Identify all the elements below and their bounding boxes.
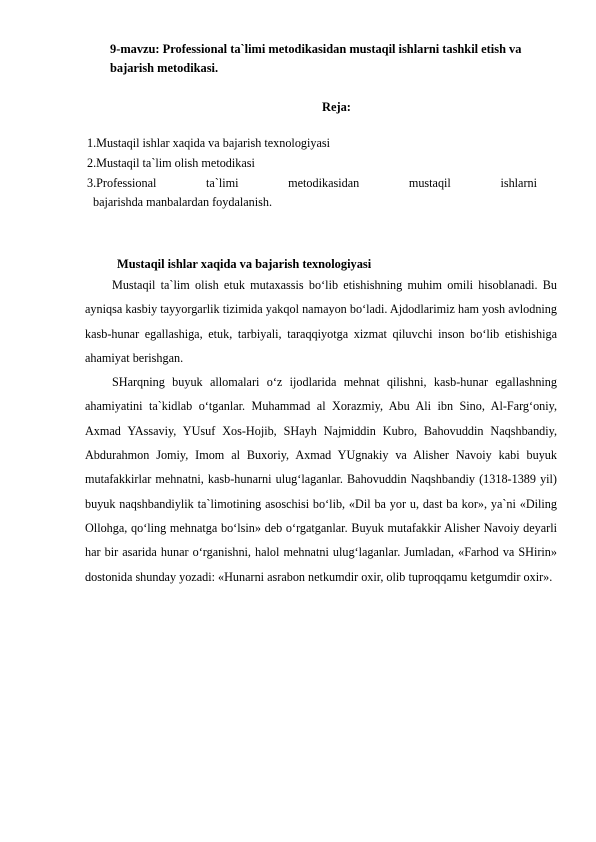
plan-item: 2.Mustaqil ta`lim olish metodikasi <box>87 155 255 170</box>
paragraph: SHarqning buyuk allomalari o‘z ijodlarida mehnat qilishni, kasb-hunar egallashning ahamiyatini ta`kidlab o‘tganlar. Muhammad al Xorazmiy, Abu Ali ibn Sino, Al-Farg‘oniy, Axmad YAssaviy, YUsuf Xos-Hojib, SHayh Najmiddin Kubro, Bahovuddin Naqshbandiy, Abdurahmon Jomiy, Imom al Buxoriy, Axmad YUgnakiy va Alisher Navoiy kabi buyuk mutafakkirlar mehnatni, kasb-hunarni ulug‘laganlar. Bahovuddin Naqshbandiy (1318-1389 yil) buyuk naqshbandiylik ta`limotining asoschisi bo‘lib, «Dil ba yor u, dast ba kor», ya`ni «Diling Ollohga, qo‘ling mehnatga bo‘lsin» deb o‘rgatganlar. Buyuk mutafakkir Alisher Navoiy deyarli har bir asarida hunar o‘rganishni, halol mehnatni ulug‘laganlar. Jumladan, «Farhod va SHirin» dostonida shunday yozadi: «Hunarni asrabon netkumdir oxir, olib tuproqqamu ketgumdir oxir». <box>85 375 557 584</box>
plan-heading: Reja: <box>322 100 351 114</box>
document-title: 9-mavzu: Professional ta`limi metodikasidan mustaqil ishlarni tashkil etish va bajarish metodikasi. <box>110 42 522 75</box>
plan-item-continuation: bajarishda manbalardan foydalanish. <box>93 195 273 210</box>
plan-list <box>87 134 537 213</box>
section-heading: Mustaqil ishlar xaqida va bajarish texnologiyasi <box>117 257 372 271</box>
paragraph: Mustaqil ta`lim olish etuk mutaxassis bo‘lib etishishning muhim omili hisoblanadi. Bu ayniqsa kasbiy tayyorgarlik tizimida yakqol namayon bo‘ladi. Ajdodlarimiz ham yosh avlodning kasb-hunar egallashiga, etuk, tarbiyali, taraqqiyotga xizmat qiluvchi inson bo‘lib etishishiga ahamiyat berishgan. <box>85 278 557 365</box>
body-text <box>85 273 557 589</box>
plan-item: 1.Mustaqil ishlar xaqida va bajarish texnologiyasi <box>87 136 331 150</box>
plan-item: 3.Professional ta`limi metodikasidan mustaqil ishlarni <box>87 175 537 190</box>
